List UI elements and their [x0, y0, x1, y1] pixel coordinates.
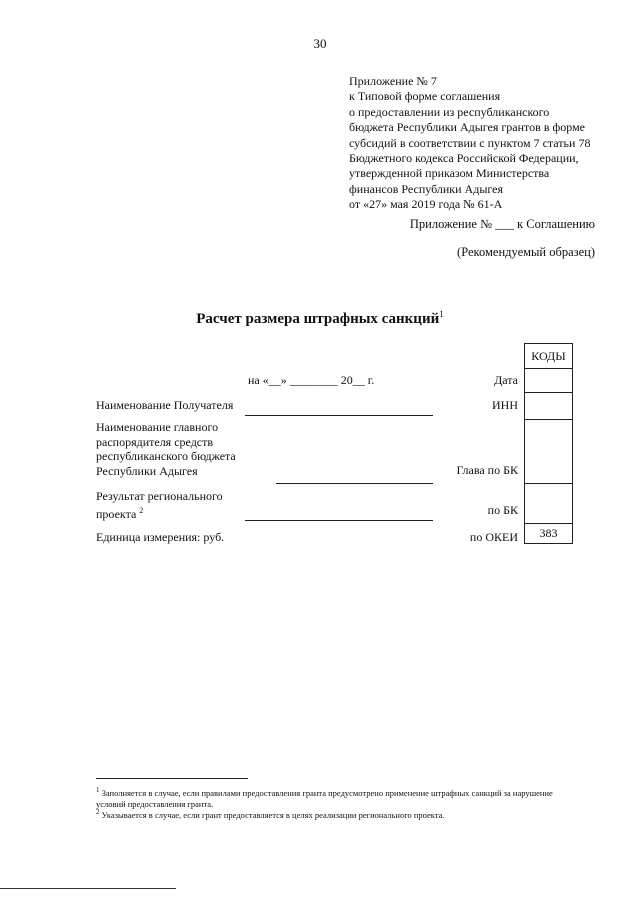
unit-label: Единица измерения: руб. [96, 530, 225, 544]
appendix-line: о предоставлении из республиканского [349, 104, 550, 119]
date-label: Дата [494, 373, 518, 387]
glava-code-cell[interactable] [525, 420, 573, 484]
agreement-appendix: Приложение № ___ к Соглашению [409, 217, 595, 231]
project-footnote-ref: 2 [139, 505, 144, 515]
glava-bk-label: Глава по БК [456, 463, 518, 477]
codes-table [524, 343, 573, 544]
footnote-text: Заполняется в случае, если правилами предоставления гранта предусмотрено применение штрафных санкций за нарушение условий предоставления гранта. [96, 787, 553, 809]
appendix-line: утвержденной приказом Министерства [349, 166, 550, 181]
appendix-line: бюджета Республики Адыгея грантов в форме [349, 120, 585, 135]
recipient-input-line[interactable] [245, 415, 433, 416]
project-label-line: проекта [96, 506, 137, 521]
appendix-header [349, 74, 590, 213]
bottom-divider [0, 888, 176, 889]
appendix-line: от «27» мая 2019 года № 61-А [349, 197, 503, 212]
inn-code-cell[interactable] [525, 393, 573, 420]
title-text: Расчет размера штрафных санкций [196, 311, 440, 327]
footnote-divider [96, 778, 248, 779]
footnote-number: 2 [96, 808, 100, 816]
manager-label-line: Наименование главного [96, 420, 219, 434]
manager-label-line: Республики Адыгея [96, 463, 198, 478]
date-line: на «__» ________ 20__ г. [248, 373, 375, 387]
document-title [0, 311, 640, 328]
manager-input-line[interactable] [276, 483, 433, 484]
inn-label: ИНН [492, 398, 518, 412]
project-label-line: Результат регионального [96, 489, 223, 503]
project-label [96, 489, 256, 521]
appendix-line: финансов Республики Адыгея [349, 181, 504, 196]
bk-label: по БК [487, 503, 518, 517]
footnote-number: 1 [96, 786, 100, 794]
okei-label: по ОКЕИ [469, 530, 518, 544]
footnote-2 [96, 807, 576, 821]
recommended-sample: (Рекомендуемый образец) [457, 245, 595, 259]
footnote-text: Указывается в случае, если грант предоставляется в целях реализации регионального проекта. [101, 809, 445, 820]
okei-code-cell: 383 [525, 524, 573, 544]
manager-label [96, 420, 256, 478]
title-footnote-ref: 1 [439, 309, 444, 319]
recipient-label: Наименование Получателя [96, 398, 234, 412]
codes-header: КОДЫ [525, 344, 573, 369]
manager-label-line: распорядителя средств [96, 434, 214, 449]
page-number: 30 [313, 36, 327, 51]
project-input-line[interactable] [245, 520, 433, 521]
appendix-line: Приложение № 7 [349, 74, 437, 88]
appendix-line: к Типовой форме соглашения [349, 89, 501, 104]
appendix-line: Бюджетного кодекса Российской Федерации, [349, 151, 579, 166]
appendix-line: субсидий в соответствии с пунктом 7 статьи 78 [349, 135, 591, 150]
manager-label-line: республиканского бюджета [96, 449, 236, 463]
bk-code-cell[interactable] [525, 484, 573, 524]
date-code-cell[interactable] [525, 369, 573, 393]
